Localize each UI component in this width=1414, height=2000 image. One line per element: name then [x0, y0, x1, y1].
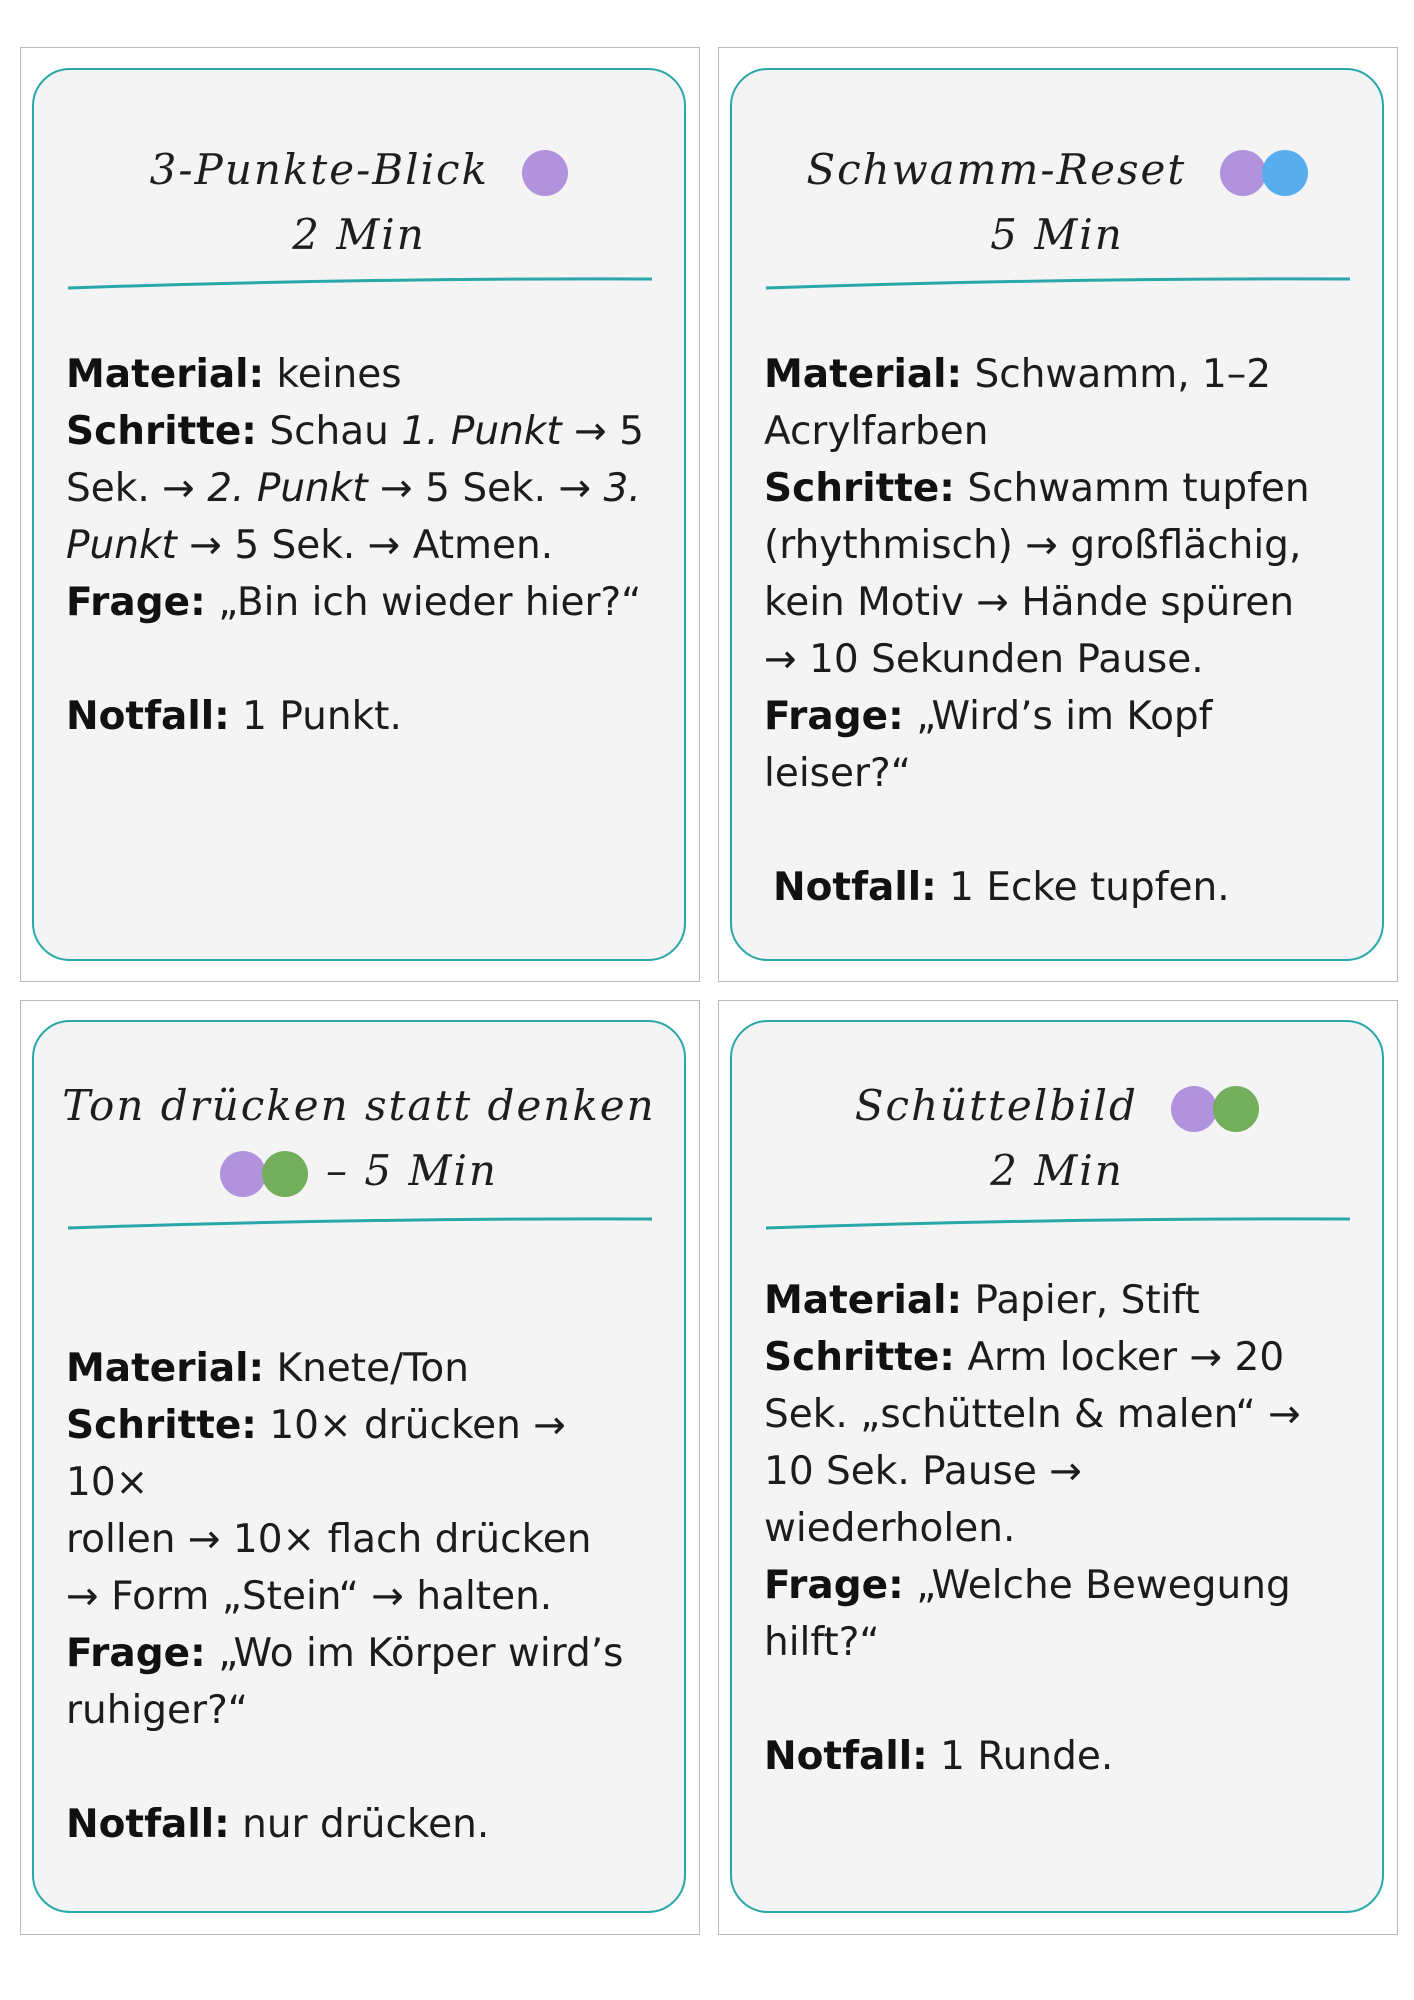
category-dots [220, 1140, 308, 1202]
emergency-line: Notfall: 1 Punkt. [66, 694, 402, 739]
green-dot-icon [262, 1151, 308, 1197]
question-line: Frage: „Welche Bewegung hilft?“ [764, 1563, 1291, 1665]
card-title-text: Schwamm-Reset [806, 145, 1187, 194]
purple-dot-icon [220, 1151, 266, 1197]
title-divider [766, 276, 1350, 292]
emergency-line: Notfall: 1 Ecke tupfen. [773, 865, 1230, 910]
steps-line: Schritte: 10× drücken → 10× rollen → 10× flach drücken → Form „Stein“ → halten. [66, 1403, 592, 1619]
category-dots [1220, 139, 1308, 201]
purple-dot-icon [1171, 1086, 1217, 1132]
card-title [732, 136, 1382, 266]
card-body [764, 1272, 1358, 1785]
purple-dot-icon [1220, 150, 1266, 196]
steps-line: Schritte: Arm locker → 20 Sek. „schütteln & malen“ → 10 Sek. Pause → wiederholen. [764, 1335, 1301, 1551]
card-duration: 2 Min [990, 1146, 1124, 1195]
title-divider [766, 1216, 1350, 1232]
category-dots [522, 139, 568, 201]
card-title-text: Schüttelbild [854, 1081, 1138, 1130]
exercise-card-ton-druecken [32, 1020, 686, 1913]
card-title [732, 1072, 1382, 1202]
title-divider [68, 1216, 652, 1232]
steps-line: Schritte: Schau 1. Punkt → 5 Sek. → 2. Punkt → 5 Sek. → 3. Punkt → 5 Sek. → Atmen. [66, 409, 644, 568]
exercise-card-schuettelbild [730, 1020, 1384, 1913]
exercise-card-3-punkte-blick [32, 68, 686, 961]
material-line: Material: Schwamm, 1–2 Acrylfarben [764, 352, 1272, 454]
card-title [34, 136, 684, 266]
card-duration: 5 Min [990, 210, 1124, 259]
material-line: Material: Knete/Ton [66, 1346, 470, 1391]
material-line: Material: Papier, Stift [764, 1278, 1200, 1323]
card-title [34, 1072, 684, 1202]
steps-line: Schritte: Schwamm tupfen (rhythmisch) → großflächig, kein Motiv → Hände spüren → 10 Sekunden Pause. [764, 466, 1310, 682]
card-duration: 2 Min [292, 210, 426, 259]
emergency-line: Notfall: 1 Runde. [764, 1734, 1114, 1779]
green-dot-icon [1213, 1086, 1259, 1132]
category-dots [1171, 1075, 1259, 1137]
card-body [66, 346, 660, 745]
card-body [66, 1340, 660, 1853]
question-line: Frage: „Wo im Körper wird’s ruhiger?“ [66, 1631, 624, 1733]
card-title-text: Ton drücken statt denken [62, 1081, 656, 1130]
purple-dot-icon [522, 150, 568, 196]
emergency-line: Notfall: nur drücken. [66, 1802, 490, 1847]
question-line: Frage: „Bin ich wieder hier?“ [66, 580, 642, 625]
material-line: Material: keines [66, 352, 402, 397]
blue-dot-icon [1262, 150, 1308, 196]
exercise-card-schwamm-reset [730, 68, 1384, 961]
title-divider [68, 276, 652, 292]
question-line: Frage: „Wird’s im Kopf leiser?“ [764, 694, 1213, 796]
card-title-text: 3-Punkte-Blick [149, 145, 489, 194]
card-body [764, 346, 1358, 916]
card-duration: – 5 Min [326, 1146, 498, 1195]
